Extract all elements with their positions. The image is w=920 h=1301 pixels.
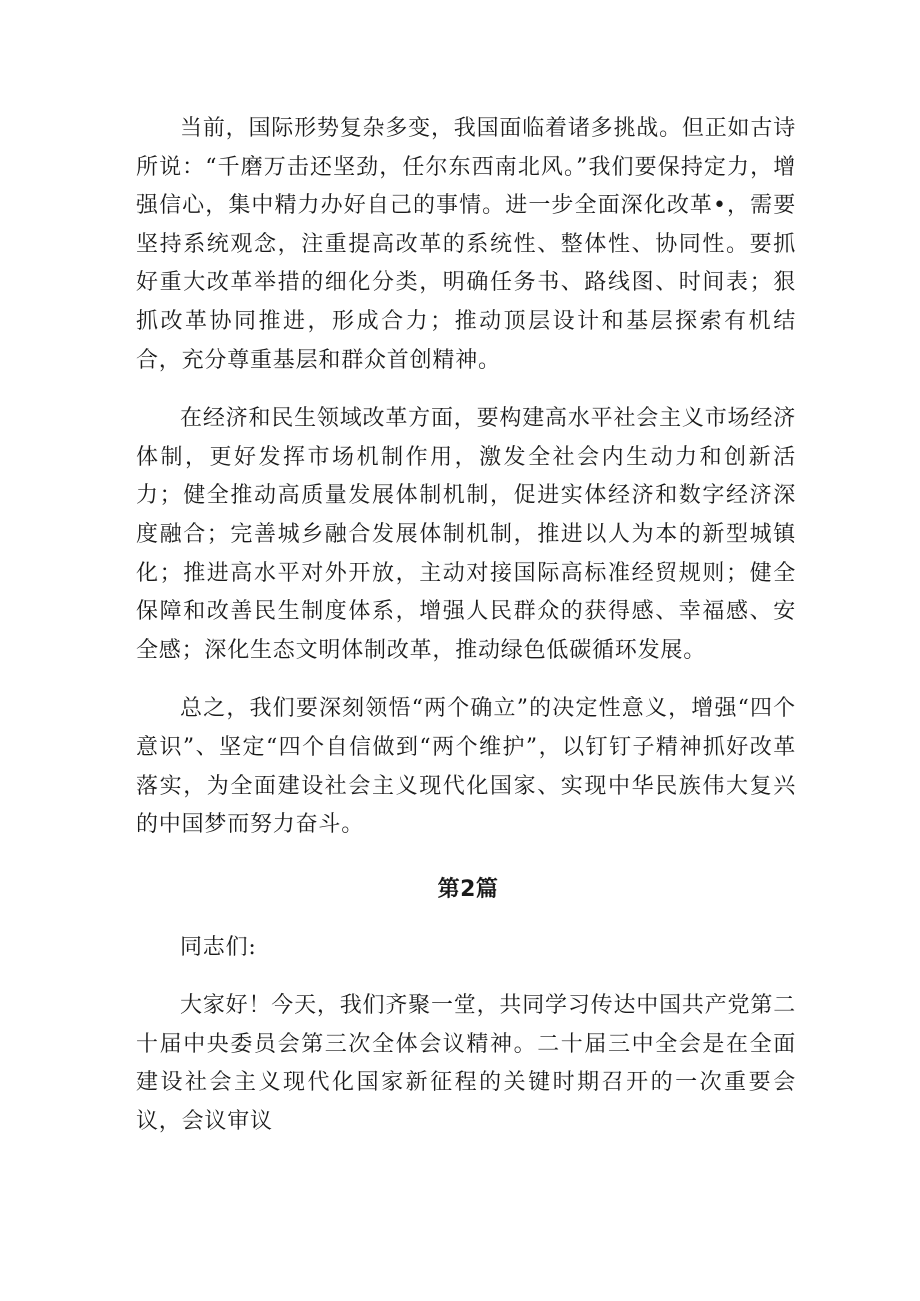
- salutation: 同志们:: [180, 934, 257, 960]
- paragraph-economic-reform: 在经济和民生领域改革方面，要构建高水平社会主义市场经济体制，更好发挥市场机制作用，激发全社会内生动力和创新活力；健全推动高质量发展体制机制，促进实体经济和数字经济深度融合；完善城乡融合发展体制机制，推进以人为本的新型城镇化；推进高水平对外开放，主动对接国际高标准经贸规则；健全保障和改善民生制度体系，增强人民群众的获得感、幸福感、安全感；深化生态文明体制改革，推动绿色低碳循环发展。: [136, 406, 796, 663]
- section-heading: 第2篇: [437, 876, 499, 902]
- paragraph-conclusion: 总之，我们要深刻领悟“两个确立”的决定性意义，增强“四个意识”、坚定“四个自信做到“两个维护”，以钉钉子精神抓好改革落实，为全面建设社会主义现代化国家、实现中华民族伟大复兴的中国梦而努力奋斗。: [136, 696, 796, 838]
- paragraph-reform-overview: 当前，国际形势复杂多变，我国面临着诸多挑战。但正如古诗所说：“千磨万击还坚劲，任尔东西南北风。”我们要保持定力，增强信心，集中精力办好自己的事情。进一步全面深化改革•，需要坚持系统观念，注重提高改革的系统性、整体性、协同性。要抓好重大改革举措的细化分类，明确任务书、路线图、时间表；狠抓改革协同推进，形成合力；推动顶层设计和基层探索有机结合，充分尊重基层和群众首创精神。: [136, 116, 796, 373]
- paragraph-opening: 大家好！今天，我们齐聚一堂，共同学习传达中国共产党第二十届中央委员会第三次全体会议精神。二十届三中全会是在全面建设社会主义现代化国家新征程的关键时期召开的一次重要会议，会议审议: [136, 993, 796, 1135]
- document-page: [136, 110, 796, 1142]
